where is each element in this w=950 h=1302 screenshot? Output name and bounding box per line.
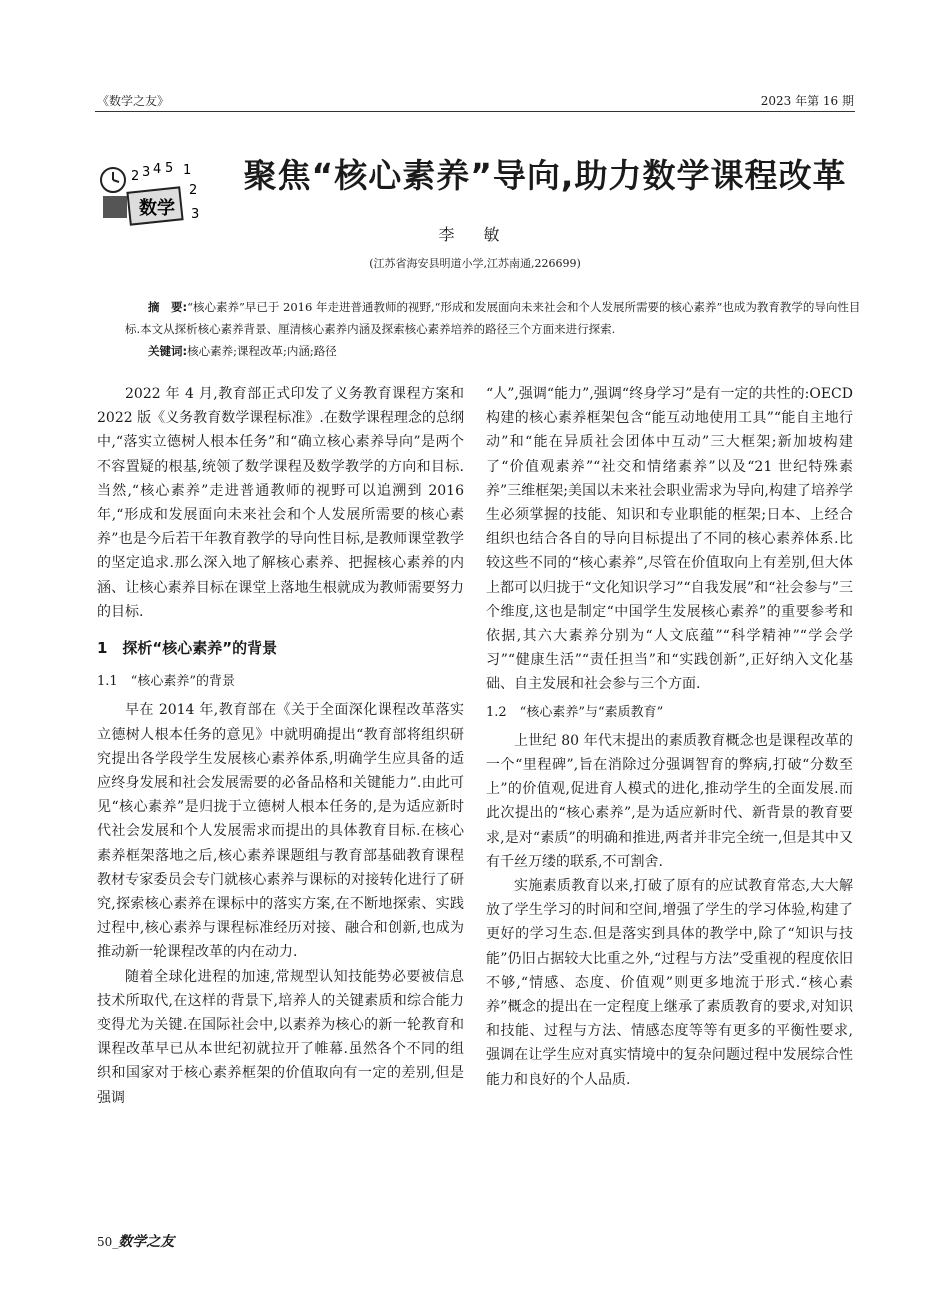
- keywords-label: 关键词:: [148, 344, 188, 358]
- author-affiliation: (江苏省海安县明道小学,江苏南通,226699): [369, 257, 581, 270]
- body-paragraph: 早在 2014 年,教育部在《关于全面深化课程改革落实立德树人根本任务的意见》中就明确提出“教育部将组织研究提出各学段学生发展核心素养体系,明确学生应具备的适应终身发展和社会发展需要的必备品格和关键能力”.由此可见“核心素养”是归拢于立德树人根本任务的,是为适应新时代社会发展和个人发展需求而提出的具体教育目标.在核心素养框架落地之后,核心素养课题组与教育部基础教育课程教材专家委员会专门就核心素养与课标的对接转化进行了研究,探索核心素养在课标中的落实方案,在不断地探索、实践过程中,核心素养与课程标准经历对接、融合和创新,也成为推动新一轮课程改革的内在动力.: [97, 702, 464, 961]
- body-paragraph: 上世纪 80 年代末提出的素质教育概念也是课程改革的一个“里程碑”,旨在消除过分强调智育的弊病,打破“分数至上”的价值观,促进育人模式的进化,推动学生的全面发展.而此次提出的“核心素养”,是为适应新时代、新背景的教育要求,是对“素质”的明确和推进,两者并非完全统一,但是其中又有千丝万缕的联系,不可割舍.: [486, 732, 853, 870]
- logo-digit: 2: [189, 183, 198, 198]
- logo-digit: 3: [191, 207, 200, 222]
- logo-text: 数学: [139, 198, 175, 219]
- article-author: 李 敏: [438, 225, 512, 244]
- logo-digit: 2: [131, 169, 140, 184]
- section-1-2-heading: 1.2 “核心素养”与“素质教育”: [486, 704, 664, 720]
- logo-digit: 4: [153, 162, 162, 177]
- running-header-journal: 《数学之友》: [97, 94, 170, 108]
- keywords-line: [97, 340, 865, 362]
- article-title: 聚焦“核心素养”导向,助力数学课程改革: [243, 156, 847, 195]
- page-number: 50_: [97, 1235, 119, 1249]
- abstract-block: [97, 296, 865, 362]
- keywords-text: 核心素养;课程改革;内涵;路径: [187, 344, 337, 358]
- section-1-heading: 1 探析“核心素养”的背景: [97, 639, 278, 658]
- body-paragraph: “人”,强调“能力”,强调“终身学习”是有一定的共性的:OECD 构建的核心素养框架包含“能互动地使用工具”“能自主地行动”和“能在异质社会团体中互动”三大框架;新加坡构建了“价值观素养”“社交和情绪素养”以及“21 世纪特殊素养”三维框架;美国以未来社会职业需求为导向,构建了培养学生必须掌握的技能、知识和专业职能的框架;日本、上经合组织也结合各自的导向目标提出了不同的核心素养体系.比较这些不同的“核心素养”,尽管在价值取向上有差别,但大体上都可以归拢于“文化知识学习”“自我发展”和“社会参与”三个维度,这也是制定“中国学生发展核心素养”的重要参考和依据,其六大素养分别为“人文底蕴”“科学精神”“学会学习”“健康生活”“责任担当”和“实践创新”,正好纳入文化基础、自主发展和社会参与三个方面.: [486, 386, 853, 693]
- body-paragraph: 随着全球化进程的加速,常规型认知技能势必要被信息技术所取代,在这样的背景下,培养人的关键素质和综合能力变得尤为关键.在国际社会中,以素养为核心的新一轮教育和课程改革早已从本世纪初就拉开了帷幕.虽然各个不同的组织和国家对于核心素养框架的价值取向有一定的差别,但是强调: [97, 968, 464, 1106]
- column-logo-icon: [97, 160, 207, 226]
- intro-paragraph: 2022 年 4 月,教育部正式印发了义务教育课程方案和 2022 版《义务教育数学课程标准》.在数学课程理念的总纲中,“落实立德树人根本任务”和“确立核心素养导向”是两个不容置疑的根基,统领了数学课程及数学教学的方向和目标.当然,“核心素养”走进普通教师的视野可以追溯到 2016 年,“形成和发展面向未来社会和个人发展所需要的核心素养”也是今后若干年教育教学的导向性目标,是教师课堂教学的坚定追求.那么深入地了解核心素养、把握核心素养的内涵、让核心素养目标在课堂上落地生根就成为教师需要努力的目标.: [97, 386, 464, 620]
- logo-digit: 5: [165, 161, 174, 176]
- body-paragraph: 实施素质教育以来,打破了原有的应试教育常态,大大解放了学生学习的时间和空间,增强了学生的学习体验,构建了更好的学习生态.但是落实到具体的教学中,除了“知识与技能”仍旧占据较大比重之外,“过程与方法”受重视的程度依旧不够,“情感、态度、价值观”则更多地流于形式.“核心素养”概念的提出在一定程度上继承了素质教育的要求,对知识和技能、过程与方法、情感态度等等有更多的平衡性要求,强调在让学生应对真实情境中的复杂问题过程中发展综合性能力和良好的个人品质.: [486, 878, 853, 1088]
- section-1-1-heading: 1.1 “核心素养”的背景: [97, 674, 235, 690]
- logo-digit: 3: [142, 165, 151, 180]
- abstract-text: “核心素养”早已于 2016 年走进普通教师的视野,“形成和发展面向未来社会和个人发展所需要的核心素养”也成为教育教学的导向性目标.本文从探析核心素养背景、厘清核心素养内涵及探索核心素养培养的路径三个方面来进行探索.: [125, 300, 861, 336]
- header-rule: [95, 111, 855, 112]
- abstract-paragraph: [97, 296, 865, 340]
- running-header-issue: 2023 年第 16 期: [760, 94, 854, 108]
- body-column-left: [97, 382, 464, 1110]
- footer-journal-logo: 数学之友: [118, 1234, 175, 1250]
- logo-digit: 1: [183, 163, 192, 178]
- abstract-label: 摘 要:: [148, 300, 188, 314]
- page-footer: [97, 1231, 174, 1251]
- body-column-right: [486, 382, 853, 1092]
